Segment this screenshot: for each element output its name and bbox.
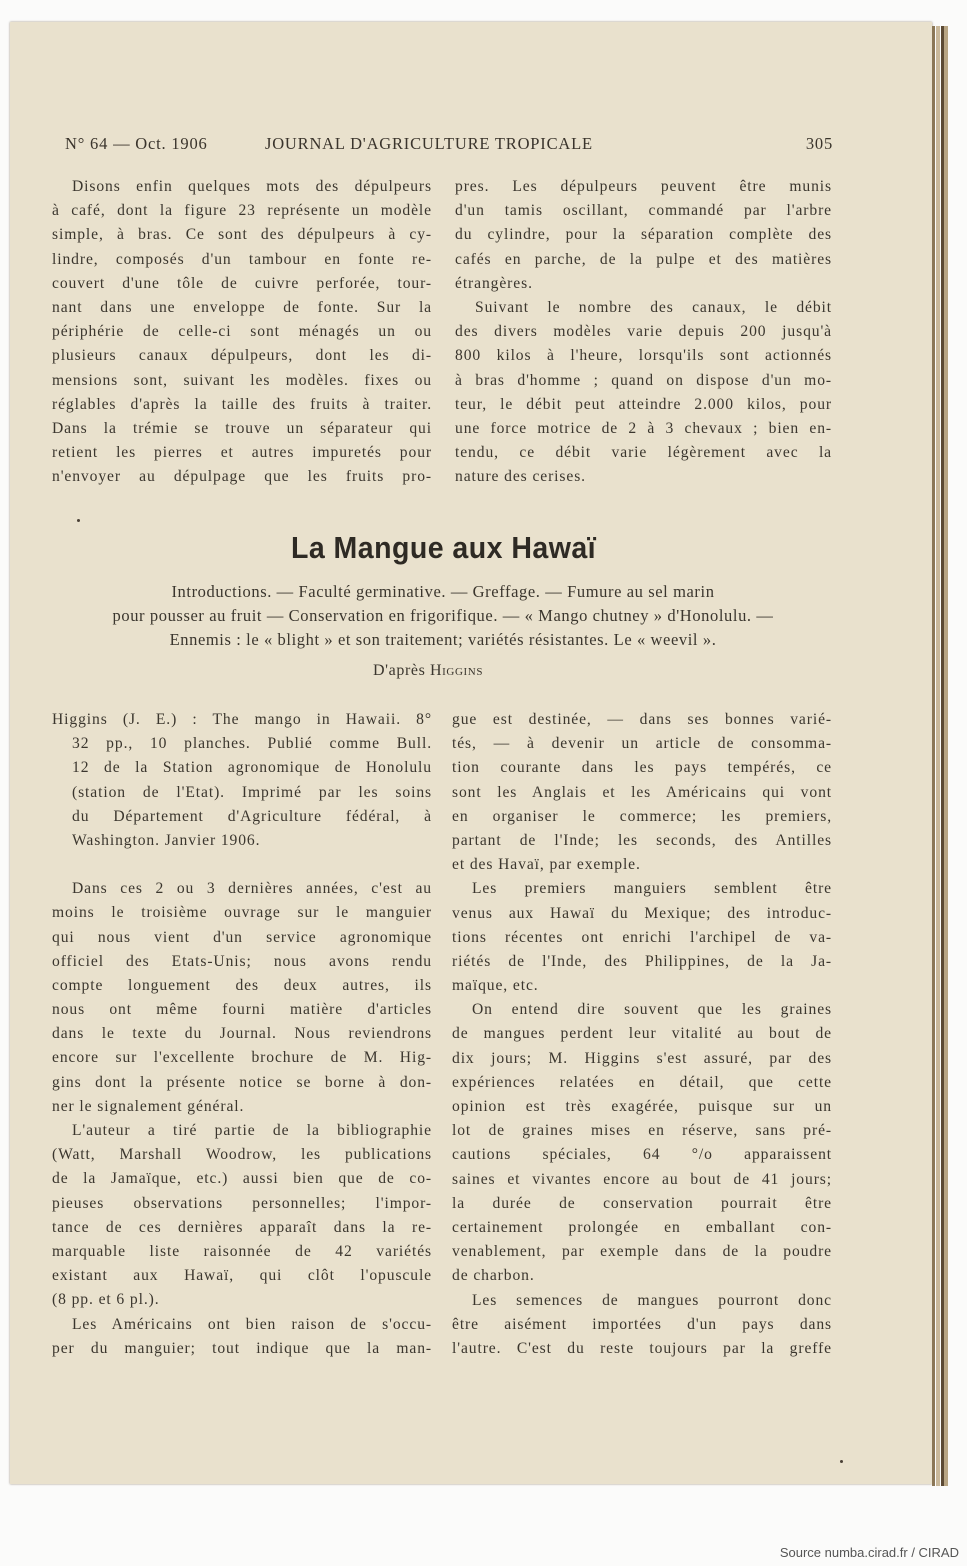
text-line: nous ont même fourni matière d'articles: [52, 1001, 432, 1019]
text-line: en organiser le commerce; les premiers,: [452, 807, 832, 825]
text-line: saines et vivantes encore au bout de 41 jours;: [452, 1170, 832, 1188]
text-line: des divers modèles varie depuis 200 jusqu'à: [455, 323, 832, 341]
ink-speck: [840, 1460, 843, 1463]
paragraph-gap: [52, 853, 432, 877]
text-line: expériences relatées en détail, que cette: [452, 1073, 832, 1091]
text-line: lot de graines mises en réserve, sans pré-: [452, 1122, 832, 1140]
page-edge: [936, 26, 940, 1486]
text-line: venus aux Hawaï du Mexique; des introduc-: [452, 904, 832, 922]
top-right-column: [455, 175, 832, 489]
text-line: et des Havaï, par exemple.: [452, 856, 641, 874]
text-line: sont les Anglais et les Américains qui vont: [452, 783, 832, 801]
page-edge: [932, 26, 935, 1486]
text-line: la durée de conservation pourrait être: [452, 1194, 832, 1212]
text-line: d'un tamis oscillant, commandé par l'arbre: [455, 202, 832, 220]
text-line: à bras d'homme ; quand on dispose d'un mo-: [455, 371, 832, 389]
text-line: venablement, par exemple dans de la poudre: [452, 1243, 832, 1261]
text-line: mensions sont, suivant les modèles. fixes ou: [52, 371, 432, 389]
text-line: dix jours; M. Higgins s'est assuré, par des: [452, 1049, 832, 1067]
paragraph: [52, 1313, 432, 1361]
paragraph: [452, 877, 832, 998]
text-line: (Watt, Marshall Woodrow, les publications: [52, 1146, 432, 1164]
text-line: tendu, ce débit varie légèrement avec la: [455, 444, 832, 462]
text-line: riétés de l'Inde, des Philippines, de la Ja-: [452, 952, 832, 970]
text-line: une force motrice de 2 à 3 chevaux ; bien en-: [455, 419, 832, 437]
text-line: à café, dont la figure 23 représente un modèle: [52, 202, 432, 220]
text-line: certainement prolongée en emballant con-: [452, 1218, 832, 1236]
subtitle-line: Ennemis : le « blight » et son traitement; variétés résistantes. Le « weevil ».: [169, 630, 717, 649]
bottom-left-column: [52, 708, 432, 1361]
running-header: [65, 134, 833, 156]
text-line: encore sur l'excellente brochure de M. Hig-: [52, 1049, 432, 1067]
text-line: retient les pierres et autres impuretés pour: [52, 444, 432, 462]
text-line: Dans ces 2 ou 3 dernières années, c'est au: [72, 880, 432, 898]
text-line: lindre, composés d'un tambour en fonte re-: [52, 250, 432, 268]
text-line: (8 pp. et 6 pl.).: [52, 1291, 160, 1309]
text-line: nature des cerises.: [455, 468, 586, 486]
text-line: gins dont la présente notice se borne à don-: [52, 1073, 432, 1091]
text-line: étrangères.: [455, 274, 533, 292]
text-line: périphérie de celle-ci sont ménagés un ou: [52, 323, 432, 341]
paragraph: [455, 175, 832, 296]
source-credit: Source numba.cirad.fr / CIRAD: [779, 1545, 959, 1560]
text-line: cafés en parche, de la pulpe et des matières: [455, 250, 832, 268]
text-line: tés, — à devenir un article de consomma-: [452, 735, 832, 753]
text-line: On entend dire souvent que les graines: [472, 1001, 832, 1019]
text-line: L'auteur a tiré partie de la bibliographie: [72, 1122, 432, 1139]
text-line: 32 pp., 10 planches. Publié comme Bull.: [72, 735, 432, 753]
top-left-column: [52, 175, 432, 489]
text-line: pres. Les dépulpeurs peuvent être munis: [455, 178, 832, 195]
text-line: Suivant le nombre des canaux, le débit: [475, 298, 832, 316]
paragraph: [452, 1289, 832, 1362]
text-line: ner le signalement général.: [52, 1097, 245, 1115]
text-line: n'envoyer au dépulpage que les fruits pro-: [52, 468, 432, 486]
text-line: nant dans une enveloppe de fonte. Sur la: [52, 298, 432, 316]
text-line: existant aux Hawaï, qui clôt l'opuscule: [52, 1267, 432, 1285]
text-line: dans le texte du Journal. Nous reviendrons: [52, 1025, 432, 1043]
paragraph: [455, 296, 832, 490]
text-line: l'autre. C'est du reste toujours par la greffe: [452, 1339, 832, 1357]
journal-title: JOURNAL D'AGRICULTURE TROPICALE: [265, 134, 593, 153]
text-line: tance de ces dernières apparaît dans la re-: [52, 1218, 432, 1236]
text-line: 12 de la Station agronomique de Honolulu: [72, 759, 432, 777]
page-number: 305: [805, 134, 833, 153]
paragraph: [452, 708, 832, 877]
text-line: de la Jamaïque, etc.) aussi bien que de co-: [52, 1170, 432, 1188]
paragraph: [452, 998, 832, 1288]
text-line: gue est destinée, — dans ses bonnes varié-: [452, 711, 832, 728]
text-line: de charbon.: [452, 1267, 535, 1285]
text-line: 800 kilos à l'heure, lorsqu'ils sont actionnés: [455, 347, 832, 365]
article-title: La Mangue aux Hawaï: [290, 530, 597, 565]
paragraph: [52, 708, 432, 853]
text-line: pieuses observations personnelles; l'impor-: [52, 1194, 432, 1212]
subtitle-line: pour pousser au fruit — Conservation en frigorifique. — « Mango chutney » d'Honolulu. —: [112, 606, 774, 625]
text-line: maïque, etc.: [452, 977, 539, 995]
text-line: de mangues perdent leur vitalité au bout de: [452, 1025, 832, 1043]
text-line: du cylindre, pour la séparation complète des: [455, 226, 832, 244]
text-line: Les premiers manguiers semblent être: [472, 880, 832, 898]
text-line: plusieurs canaux dépulpeurs, dont les di-: [52, 347, 432, 365]
text-line: Les Américains ont bien raison de s'occu-: [72, 1315, 432, 1333]
paragraph: [52, 175, 432, 489]
text-line: tions récentes ont enrichi l'archipel de va-: [452, 928, 832, 946]
text-line: simple, à bras. Ce sont des dépulpeurs à cy-: [52, 226, 432, 244]
text-line: partant de l'Inde; les seconds, des Antilles: [452, 831, 832, 849]
text-line: per du manguier; tout indique que la man-: [52, 1339, 432, 1357]
paragraph: [52, 877, 432, 1119]
text-line: moins le troisième ouvrage sur le manguier: [52, 904, 432, 922]
text-line: Disons enfin quelques mots des dépulpeurs: [72, 178, 432, 195]
page-edge: [944, 26, 948, 1486]
paragraph: [52, 1119, 432, 1313]
text-line: Dans la trémie se trouve un séparateur qui: [52, 419, 432, 437]
text-line: (station de l'Etat). Imprimé par les soins: [72, 783, 432, 801]
text-line: Washington. Janvier 1906.: [72, 831, 261, 849]
text-line: être aisément importées d'un pays dans: [452, 1315, 832, 1333]
article-credit: [373, 662, 483, 680]
text-line: Les semences de mangues pourront donc: [472, 1291, 832, 1309]
text-line: Higgins (J. E.) : The mango in Hawaii. 8°: [52, 711, 432, 728]
text-line: marquable liste raisonnée de 42 variétés: [52, 1242, 432, 1260]
text-line: du Département d'Agriculture fédéral, à: [72, 807, 432, 825]
text-line: officiel des Etats-Unis; nous avons rendu: [52, 952, 432, 970]
text-line: réglables d'après la taille des fruits à traiter.: [52, 395, 432, 413]
text-line: cautions spéciales, 64 °/o apparaissent: [452, 1146, 832, 1164]
text-line: opinion est très exagérée, puisque sur un: [452, 1098, 832, 1115]
text-line: couvert d'une tôle de cuivre perforée, tour-: [52, 274, 432, 292]
credit-author: Higgins: [430, 662, 484, 679]
issue-info: N° 64 — Oct. 1906: [65, 134, 208, 153]
text-line: qui nous vient d'un service agronomique: [52, 928, 432, 946]
text-line: compte longuement des deux autres, ils: [52, 976, 432, 994]
bottom-right-column: [452, 708, 832, 1361]
text-line: tion courante dans les pays tempérés, ce: [452, 759, 832, 777]
subtitle-line: Introductions. — Faculté germinative. — Greffage. — Fumure au sel marin: [171, 582, 715, 601]
credit-prefix: D'après: [373, 662, 426, 679]
text-line: teur, le débit peut atteindre 2.000 kilos, pour: [455, 395, 832, 413]
ink-speck: [77, 519, 80, 522]
